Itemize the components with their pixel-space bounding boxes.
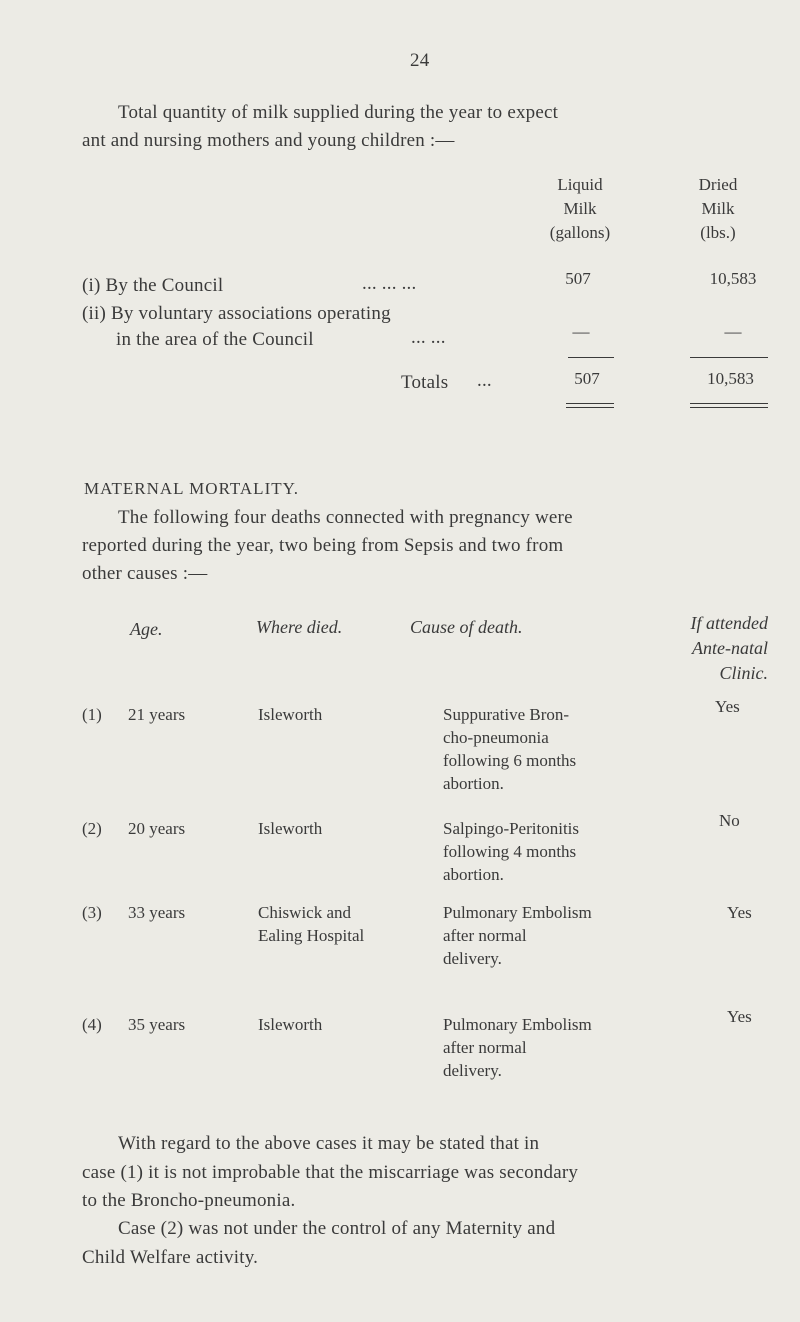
dried-subtotal-rule: [690, 357, 768, 358]
closing-1-line-1: With regard to the above cases it may be stated that in: [118, 1133, 540, 1154]
header-clinic: If attended Ante-natal Clinic.: [690, 613, 768, 683]
case-number: (3): [82, 903, 102, 922]
milk-intro-line-1: Total quantity of milk supplied during the year to expect: [118, 102, 559, 123]
totals-dots: ...: [477, 370, 492, 391]
totals-liquid: 507: [574, 369, 600, 388]
case-number: (4): [82, 1015, 102, 1034]
dried-total-rule-1: [690, 403, 768, 404]
row-voluntary-label-2: in the area of the Council: [116, 329, 314, 350]
case-clinic: Yes: [727, 903, 752, 922]
case-cause: Pulmonary Embolism after normal delivery.: [443, 903, 592, 968]
row-council-dried: 10,583: [709, 269, 757, 288]
case-clinic: Yes: [715, 697, 740, 716]
header-age: Age.: [130, 619, 163, 639]
row-voluntary-dried: —: [724, 322, 742, 341]
maternal-heading: MATERNAL MORTALITY.: [84, 479, 299, 498]
maternal-intro-line-2: reported during the year, two being from Sepsis and two from: [82, 535, 564, 556]
case-where: Isleworth: [258, 819, 323, 838]
closing-1-line-3: to the Broncho-pneumonia.: [82, 1190, 296, 1211]
closing-2-line-2: Child Welfare activity.: [82, 1247, 259, 1268]
liquid-total-rule-1: [566, 403, 614, 404]
case-clinic: Yes: [727, 1007, 752, 1026]
page-number: 24: [410, 50, 430, 71]
row-voluntary-label-1: (ii) By voluntary associations operating: [82, 303, 391, 324]
case-age: 33 years: [128, 903, 186, 922]
closing-1-line-2: case (1) it is not improbable that the miscarriage was secondary: [82, 1162, 579, 1183]
closing-2-line-1: Case (2) was not under the control of any Maternity and: [118, 1218, 556, 1239]
row-council-label: (i) By the Council: [82, 275, 224, 296]
case-cause: Pulmonary Embolism after normal delivery.: [443, 1015, 592, 1080]
case-number: (2): [82, 819, 102, 838]
case-cause: Salpingo-Peritonitis following 4 months abortion.: [443, 819, 579, 884]
case-age: 20 years: [128, 819, 186, 838]
case-where: Isleworth: [258, 1015, 323, 1034]
totals-dried: 10,583: [707, 369, 754, 388]
totals-label: Totals: [401, 372, 449, 393]
maternal-intro-line-1: The following four deaths connected with pregnancy were: [118, 507, 573, 528]
row-voluntary-liquid: —: [572, 322, 590, 341]
dried-milk-header: Dried Milk (lbs.): [698, 175, 738, 242]
case-where: Chiswick and Ealing Hospital: [258, 903, 365, 945]
milk-intro-line-2: ant and nursing mothers and young children :—: [82, 130, 455, 151]
header-where: Where died.: [256, 617, 343, 637]
liquid-milk-header: Liquid Milk (gallons): [549, 175, 611, 242]
row-voluntary-dots: ... ...: [411, 327, 446, 348]
liquid-subtotal-rule: [568, 357, 614, 358]
case-where: Isleworth: [258, 705, 323, 724]
header-cause: Cause of death.: [410, 617, 523, 637]
case-clinic: No: [719, 811, 740, 830]
case-age: 35 years: [128, 1015, 186, 1034]
case-cause: Suppurative Bron- cho-pneumonia following 6 months abortion.: [443, 705, 577, 793]
liquid-total-rule-2: [566, 407, 614, 408]
case-age: 21 years: [128, 705, 186, 724]
row-council-dots: ... ... ...: [362, 273, 417, 294]
maternal-intro-line-3: other causes :—: [82, 563, 208, 584]
dried-total-rule-2: [690, 407, 768, 408]
row-council-liquid: 507: [565, 269, 591, 288]
case-number: (1): [82, 705, 102, 724]
